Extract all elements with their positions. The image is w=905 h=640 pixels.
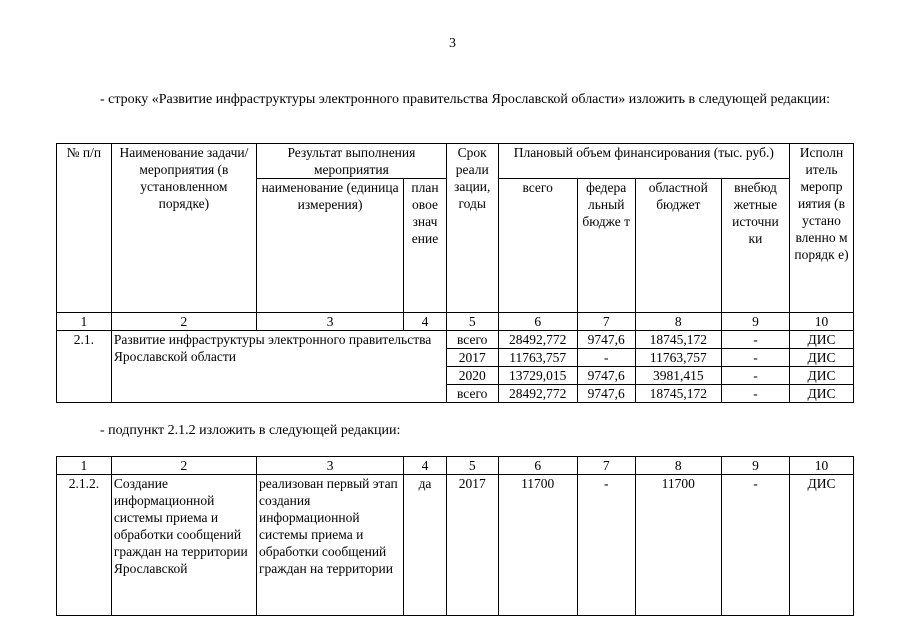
- term-cell: 2020: [446, 367, 498, 385]
- task-cell: [111, 475, 256, 616]
- header-total: всего: [498, 179, 577, 313]
- subpoint-paragraph: - подпункт 2.1.2 изложить в следующей редакции:: [100, 423, 401, 438]
- col-number: 4: [404, 457, 447, 475]
- financing-table: [56, 143, 854, 403]
- col-number: 10: [789, 313, 853, 331]
- total-cell: 11700: [498, 475, 577, 616]
- executor-cell: ДИС: [789, 385, 853, 403]
- offbudget-cell: -: [721, 331, 789, 349]
- row-num: 2.1.: [57, 331, 112, 403]
- offbudget-cell: -: [721, 349, 789, 367]
- term-cell: 2017: [446, 475, 498, 616]
- executor-cell: ДИС: [789, 475, 853, 616]
- header-term: Срок реали зации, годы: [446, 144, 498, 313]
- federal-cell: 9747,6: [577, 331, 635, 349]
- col-number: 3: [256, 313, 403, 331]
- plan-cell: да: [404, 475, 447, 616]
- col-number: 6: [498, 313, 577, 331]
- header-num: № п/п: [57, 144, 112, 313]
- col-number: 1: [57, 457, 112, 475]
- federal-cell: 9747,6: [577, 385, 635, 403]
- federal-cell: -: [577, 349, 635, 367]
- header-result-plan: план овое знач ение: [404, 179, 447, 313]
- regional-cell: 3981,415: [635, 367, 721, 385]
- header-offbudget: внебюд жетные источни ки: [721, 179, 789, 313]
- col-number: 7: [577, 313, 635, 331]
- header-result-name: наименование (единица измерения): [256, 179, 403, 313]
- header-executor: Исполн итель меропр иятия (в устано вленно м порядк е): [789, 144, 853, 313]
- col-number: 3: [256, 457, 403, 475]
- term-cell: всего: [446, 385, 498, 403]
- header-funding: Плановый объем финансирования (тыс. руб.): [498, 144, 789, 179]
- col-number: 10: [789, 457, 853, 475]
- term-cell: всего: [446, 331, 498, 349]
- col-number: 9: [721, 313, 789, 331]
- col-number: 1: [57, 313, 112, 331]
- row-num: 2.1.2.: [57, 475, 112, 616]
- regional-cell: 18745,172: [635, 385, 721, 403]
- executor-cell: ДИС: [789, 349, 853, 367]
- total-cell: 28492,772: [498, 385, 577, 403]
- header-federal: федера льный бюдже т: [577, 179, 635, 313]
- page-number: 3: [449, 36, 456, 51]
- header-task: Наименование задачи/ мероприятия (в установленном порядке): [111, 144, 256, 313]
- col-number: 7: [577, 457, 635, 475]
- offbudget-cell: -: [721, 475, 789, 616]
- col-number: 5: [446, 457, 498, 475]
- result-cell: [256, 475, 403, 616]
- header-result: Результат выполнения мероприятия: [256, 144, 446, 179]
- col-number: 2: [111, 457, 256, 475]
- col-number: 5: [446, 313, 498, 331]
- col-number: 4: [404, 313, 447, 331]
- task-text: Создание информационной системы приема и обработки сообщений граждан на территории Ярославской: [113, 476, 248, 576]
- offbudget-cell: -: [721, 367, 789, 385]
- executor-cell: ДИС: [789, 367, 853, 385]
- total-cell: 13729,015: [498, 367, 577, 385]
- executor-cell: ДИС: [789, 331, 853, 349]
- col-number: 8: [635, 457, 721, 475]
- col-number: 2: [111, 313, 256, 331]
- federal-cell: -: [577, 475, 635, 616]
- col-number: 8: [635, 313, 721, 331]
- total-cell: 11763,757: [498, 349, 577, 367]
- total-cell: 28492,772: [498, 331, 577, 349]
- row-name: Развитие инфраструктуры электронного правительства Ярославской области: [111, 331, 446, 403]
- offbudget-cell: -: [721, 385, 789, 403]
- regional-cell: 18745,172: [635, 331, 721, 349]
- header-regional: областной бюджет: [635, 179, 721, 313]
- result-text: реализован первый этап создания информационной системы приема и обработки сообщений граждан на территории: [258, 476, 398, 576]
- col-number: 9: [721, 457, 789, 475]
- col-number: 6: [498, 457, 577, 475]
- term-cell: 2017: [446, 349, 498, 367]
- intro-paragraph: - строку «Развитие инфраструктуры электронного правительства Ярославской области» изложить в следующей редакции:: [100, 92, 830, 107]
- federal-cell: 9747,6: [577, 367, 635, 385]
- regional-cell: 11700: [635, 475, 721, 616]
- regional-cell: 11763,757: [635, 349, 721, 367]
- subpoint-table: [56, 456, 854, 616]
